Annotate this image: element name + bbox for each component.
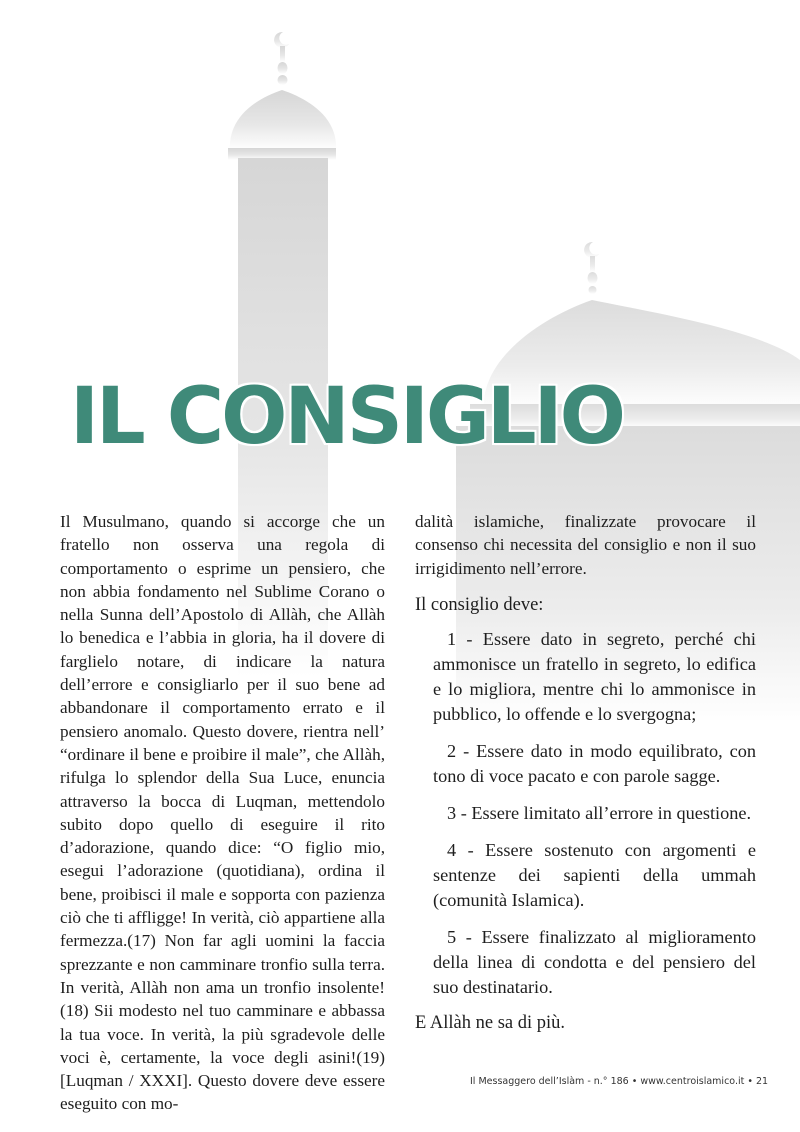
list-item: 2 - Essere dato in modo equilibrato, con tono di voce pacato e con parole sagge. (433, 741, 756, 787)
closing-line: E Allàh ne sa di più. (415, 1013, 566, 1034)
list-heading: Il consiglio deve: (415, 594, 544, 615)
list-item: 5 - Essere finalizzato al miglioramento della linea di condotta e del pensiero del suo destinatario. (433, 927, 756, 998)
list-item: 3 - Essere limitato all’errore in questione. (447, 803, 752, 824)
page-title: IL CONSIGLIO (70, 372, 623, 462)
page-footer: Il Messaggero dell’Islàm - n.° 186 • www.centroislamico.it • 21 (470, 1076, 769, 1087)
body-paragraph: Il Musulmano, quando si accorge che un fratello non osserva una regola di comportamento o esprime un pensiero, che non abbia fondamento nel Sublime Corano o nella Sunna dell’Apostolo di Allàh, che Allàh lo benedica e l’abbia in gloria, ha il dovere di farglielo notare, di indicare la natura dell’errore e consigliarlo per il suo bene ad abbandonare il comportamento errato e il pensiero anomalo. Questo dovere, rientra nell’ “ordinare il bene e proibire il male”, che Allàh, rifulga lo splendor della Sua Luce, enuncia attraverso la bocca di Luqman, mettendolo subito dopo quello di eseguire il rito d’adorazione, quando dice: “O figlio mio, esegui l’adorazione (quotidiana), ordina il bene, proibisci il male e sopporta con pazienza ciò che ti affligge! In verità, ciò appartiene alla fermezza.(17) Non far agli uomini la faccia sprezzante e non camminare tronfio sulla terra. In verità, Allàh non ama un tronfio insolente!(18) Sii modesto nel tuo camminare e abbassa la tua voce. In verità, la più sgradevole delle voci è, certamente, la voce degli asini!(19) [Luqman / XXXI]. Questo dovere deve essere eseguito con mo- (60, 512, 385, 1114)
body-paragraph-continuation: dalità islamiche, finalizzate provocare il consenso chi necessita del consiglio e non il suo irrigidimento nell’errore. (415, 512, 756, 578)
list-item: 1 - Essere dato in segreto, perché chi ammonisce un fratello in segreto, lo edifica e lo migliora, mentre chi lo ammonisce in pubblico, lo offende e lo svergogna; (433, 629, 756, 725)
list-item: 4 - Essere sostenuto con argomenti e sentenze dei sapienti della ummah (comunità Islamica). (433, 840, 756, 911)
right-column (415, 510, 756, 1035)
left-column (60, 510, 385, 1116)
